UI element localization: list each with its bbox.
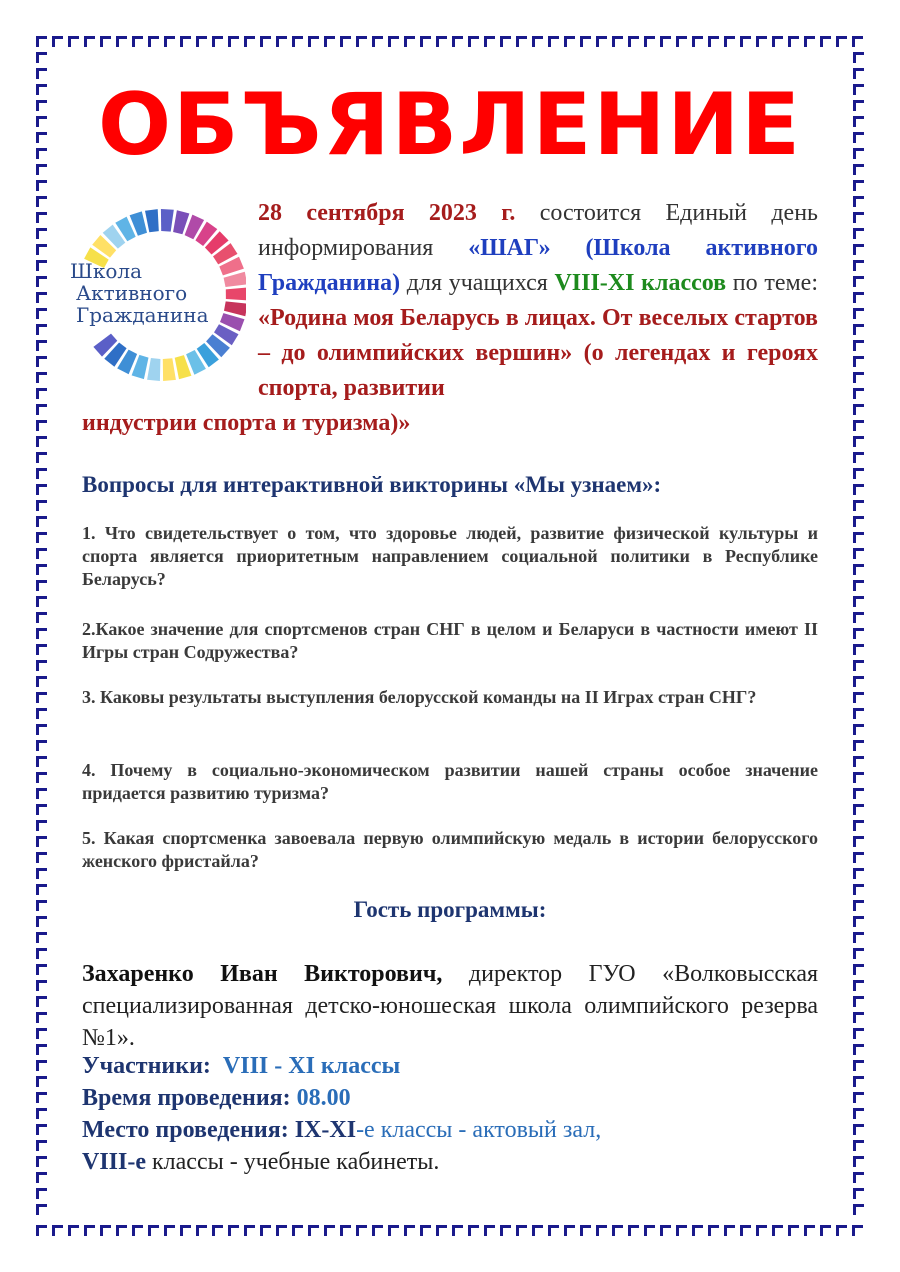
time-label: Время проведения: (82, 1085, 291, 1111)
time-line (82, 1082, 818, 1114)
quiz-heading: Вопросы для интерактивной викторины «Мы узнаем»: (82, 472, 662, 497)
guest-paragraph (82, 958, 818, 1054)
quiz-question: 1. Что свидетельствует о том, что здоровье людей, развитие физической культуры и спорта является приоритетным направлением социальной политики в Республике Беларусь? (82, 523, 818, 589)
intro-text-1: состоится Единый день информирования (258, 200, 818, 261)
target-classes: VIII-XI классов (554, 270, 727, 296)
intro-paragraph (258, 196, 818, 406)
participants-value: VIII - XI классы (222, 1053, 401, 1079)
place-text-2: классы - учебные кабинеты. (146, 1149, 440, 1175)
logo-tile (224, 301, 246, 316)
logo-line-1: Школа (70, 259, 142, 283)
place-line-2 (82, 1146, 818, 1178)
guest-heading: Гость программы: (353, 897, 547, 922)
quiz-question: 3. Каковы результаты выступления белорусской команды на II Играх стран СНГ? (82, 687, 757, 707)
logo-line-3: Гражданина (76, 303, 209, 327)
quiz-question: 4. Почему в социально-экономическом развитии нашей страны особое значение придается развитию туризма? (82, 760, 818, 803)
participants-label: Участники: (82, 1053, 211, 1079)
quiz-question: 2.Какое значение для спортсменов стран СНГ в целом и Беларуси в частности имеют II Игры стран Содружества? (82, 619, 818, 662)
logo-tile (161, 209, 174, 232)
place-label: Место проведения: (82, 1117, 289, 1143)
time-value: 08.00 (296, 1085, 351, 1111)
shag-label: «ШАГ» (468, 235, 551, 261)
logo-tile (163, 358, 176, 381)
logo-tile (145, 209, 159, 232)
event-topic: «Родина моя Беларусь в лицах. От веселых стартов – до олимпийских вершин» (о легендах и героях спорта, развитии (258, 305, 818, 401)
logo-tile (226, 288, 246, 301)
intro-text-3: по теме: (726, 270, 818, 296)
event-topic-tail: индустрии спорта и туризма)» (82, 410, 411, 436)
place-classes-2: VIII-е (82, 1149, 146, 1175)
school-logo-icon (62, 200, 246, 390)
school-logo (62, 200, 246, 390)
guest-name: Захаренко Иван Викторович, (82, 961, 443, 987)
place-classes-1: IX-XI (294, 1117, 357, 1143)
shag-full-label: (Школа активного Гражданина) (258, 235, 818, 296)
guest-description: директор ГУО «Волковысская специализированная детско-юношеская школа олимпийского резерва №1». (82, 961, 819, 1051)
quiz-question: 5. Какая спортсменка завоевала первую олимпийскую медаль в истории белорусского женского фристайла? (82, 828, 818, 871)
place-text-1: -е классы - актовый зал, (356, 1117, 602, 1143)
logo-tile (147, 358, 160, 381)
participants-line (82, 1050, 818, 1082)
event-date: 28 сентября 2023 г. (258, 200, 516, 226)
logo-line-2: Активного (76, 281, 188, 305)
page-title: ОБЪЯВЛЕНИЕ (97, 75, 803, 175)
place-line-1 (82, 1114, 818, 1146)
intro-text-2: для учащихся (400, 270, 555, 296)
